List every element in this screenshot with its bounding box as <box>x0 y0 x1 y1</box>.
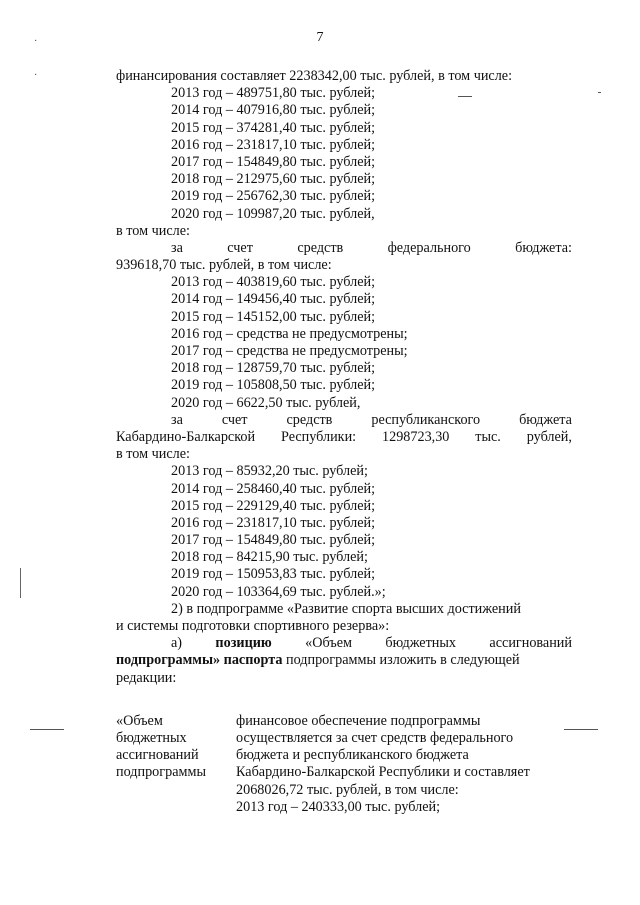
text-line: 2020 год – 6622,50 тыс. рублей, <box>171 394 361 411</box>
federal-heading: за счет средств федерального бюджета: <box>171 239 572 256</box>
text-line: редакции: <box>116 669 177 686</box>
text-line: 2014 год – 149456,40 тыс. рублей; <box>171 291 376 308</box>
text-line: 2016 год – средства не предусмотрены; <box>171 325 408 342</box>
text-line: 2020 год – 103364,69 тыс. рублей.»; <box>171 583 386 600</box>
scan-mark <box>598 92 601 93</box>
text-line: 2016 год – 231817,10 тыс. рублей; <box>171 514 376 531</box>
text-line: 2018 год – 128759,70 тыс. рублей; <box>171 360 376 377</box>
text-line: 2020 год – 109987,20 тыс. рублей, <box>171 205 375 222</box>
text-line: 939618,70 тыс. рублей, в том числе: <box>116 257 332 274</box>
text-line: 2015 год – 229129,40 тыс. рублей; <box>171 497 376 514</box>
republic-heading-cont: Кабардино-Балкарской Республики: 1298723,30 тыс. рублей, <box>116 428 572 445</box>
scan-mark: · <box>34 36 38 47</box>
scan-mark <box>20 568 21 598</box>
text-line: 2018 год – 84215,90 тыс. рублей; <box>171 549 368 566</box>
text-line: 2017 год – 154849,80 тыс. рублей; <box>171 532 376 549</box>
text-line: подпрограммы» паспорта подпрограммы изложить в следующей <box>116 652 520 669</box>
document-body <box>116 68 572 816</box>
page-number: 7 <box>316 30 324 45</box>
table-right-column: финансовое обеспечение подпрограммы осуществляется за счет средств федерального бюджета и республиканского бюджета Кабардино-Балкарской Республики и составляет 2068026,72 тыс. рублей, в том числе: 2013 год – 240333,00 тыс. рублей; <box>236 712 530 815</box>
text-line: 2) в подпрограмме «Развитие спорта высших достижений <box>171 600 521 617</box>
text-line: 2016 год – 231817,10 тыс. рублей; <box>171 136 376 153</box>
text-line: 2014 год – 258460,40 тыс. рублей; <box>171 480 376 497</box>
text-line: 2019 год – 150953,83 тыс. рублей; <box>171 566 376 583</box>
text-line: 2019 год – 105808,50 тыс. рублей; <box>171 377 376 394</box>
text-line: 2015 год – 374281,40 тыс. рублей; <box>171 119 376 136</box>
text-line: финансирования составляет 2238342,00 тыс. рублей, в том числе: <box>116 68 513 84</box>
text-line: 2013 год – 489751,80 тыс. рублей; <box>171 85 376 102</box>
scan-mark: · <box>34 70 38 81</box>
text-line: 2014 год – 407916,80 тыс. рублей; <box>171 102 376 119</box>
passport-table <box>116 713 572 816</box>
table-left-column: «Объем бюджетных ассигнований подпрограммы <box>116 712 206 781</box>
text-line: 2017 год – средства не предусмотрены; <box>171 343 408 359</box>
text-line: 2015 год – 145152,00 тыс. рублей; <box>171 308 376 325</box>
item-a-heading: а) позицию «Объем бюджетных ассигнований <box>171 635 572 652</box>
text-line: 2018 год – 212975,60 тыс. рублей; <box>171 171 376 188</box>
scan-mark <box>30 729 64 730</box>
text-line: 2017 год – 154849,80 тыс. рублей; <box>171 153 376 170</box>
republic-heading: за счет средств республиканского бюджета <box>171 411 572 428</box>
text-line: в том числе: <box>116 222 190 239</box>
text-line: и системы подготовки спортивного резерва»: <box>116 618 390 634</box>
text-line: 2013 год – 85932,20 тыс. рублей; <box>171 463 368 480</box>
text-line: 2019 год – 256762,30 тыс. рублей; <box>171 188 376 205</box>
text-line: 2013 год – 403819,60 тыс. рублей; <box>171 274 376 291</box>
text-line: в том числе: <box>116 446 190 463</box>
